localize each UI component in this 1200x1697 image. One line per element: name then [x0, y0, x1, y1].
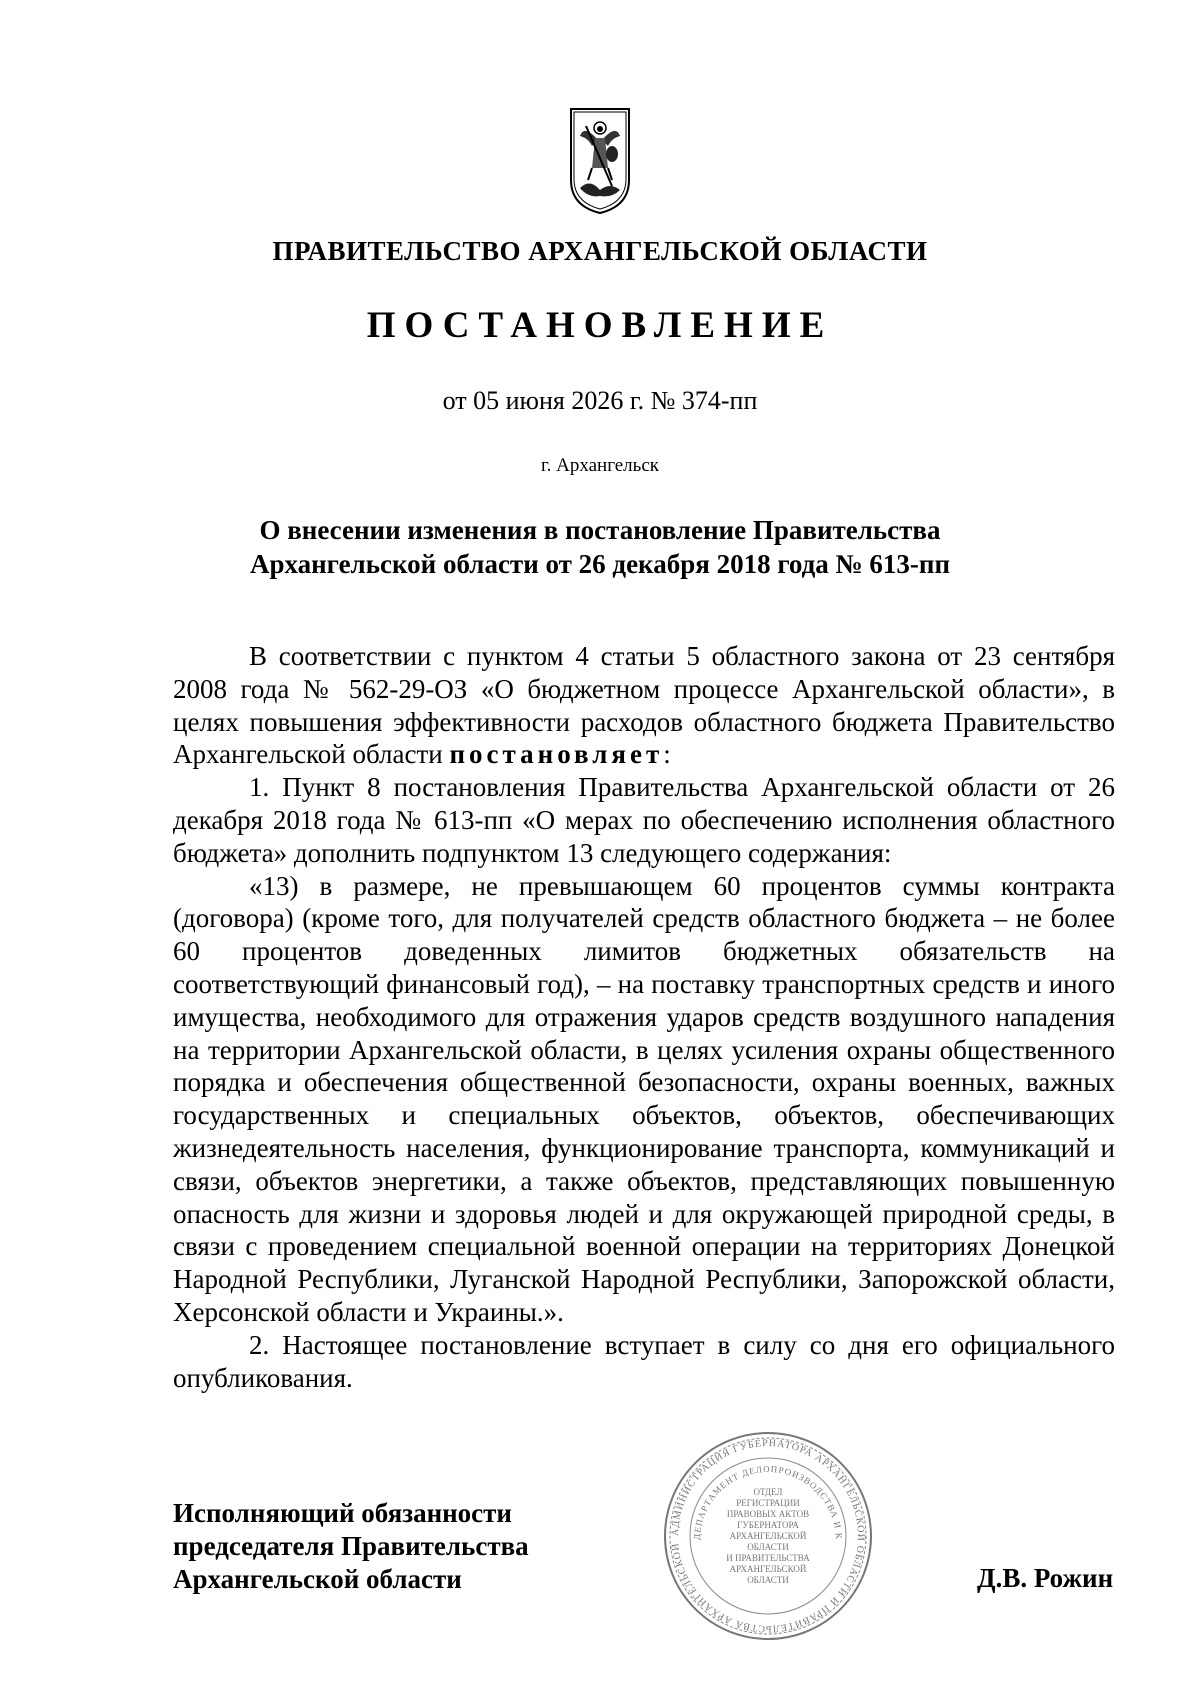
decree-word: постановляет: [449, 739, 664, 770]
point-1-subpoint-13: «13) в размере, не превышающем 60 процентов суммы контракта (договора) (кроме того, для получателей средств областного бюджета – не более 60 процентов доведенных лимитов бюджетных обязательств на соответствующий финансовый год), – на поставку транспортных средств и иного имущества, необходимого для отражения ударов средств воздушного нападения на территории Архангельской области, в целях усиления охраны общественного порядка и обеспечения общественной безопасности, охраны военных, важных государственных и специальных объектов, объектов, обеспечивающих жизнедеятельность населения, функционирование транспорта, коммуникаций и связи, объектов энергетики, а также объектов, представляющих повышенную опасность для жизни и здоровья людей и для окружающей природной среды, в связи с проведением специальной военной операции на территориях Донецкой Народной Республики, Луганской Народной Республики, Запорожской области, Херсонской области и Украины.».: [173, 870, 1115, 1327]
signatory-name: Д.В. Рожин: [977, 1563, 1114, 1593]
round-seal-icon: [662, 1430, 874, 1642]
svg-text:ОБЛАСТИ: ОБЛАСТИ: [747, 1542, 789, 1552]
subject-line-1: О внесении изменения в постановление Правительства: [259, 515, 941, 545]
svg-text:И ПРАВИТЕЛЬСТВА: И ПРАВИТЕЛЬСТВА: [726, 1553, 810, 1563]
point-1: 1. Пункт 8 постановления Правительства Архангельской области от 26 декабря 2018 года № 613-пп «О мерах по обеспечению исполнения областного бюджета» дополнить подпунктом 13 следующего содержания:: [173, 772, 1115, 868]
organization-title: ПРАВИТЕЛЬСТВО АРХАНГЕЛЬСКОЙ ОБЛАСТИ: [272, 236, 928, 266]
svg-text:ГУБЕРНАТОРА: ГУБЕРНАТОРА: [737, 1520, 799, 1530]
document-body: [173, 640, 1115, 1394]
svg-text:АРХАНГЕЛЬСКОЙ: АРХАНГЕЛЬСКОЙ: [729, 1564, 807, 1574]
date-and-number: от 05 июня 2026 г. № 374-пп: [442, 386, 758, 415]
svg-text:АРХАНГЕЛЬСКОЙ: АРХАНГЕЛЬСКОЙ: [729, 1531, 807, 1541]
signatory-position-line-3: Архангельской области: [173, 1564, 462, 1594]
svg-text:ДЕПАРТАМЕНТ ДЕЛОПРОИЗВОДСТВА И: ДЕПАРТАМЕНТ ДЕЛОПРОИЗВОДСТВА И К: [691, 1463, 845, 1541]
signatory-position: [173, 1497, 529, 1596]
seal-graphic: [662, 1430, 874, 1642]
signatory-position-line-1: Исполняющий обязанности: [173, 1498, 512, 1528]
preamble-paragraph: [173, 640, 1115, 771]
document-type: ПОСТАНОВЛЕНИЕ: [366, 305, 834, 346]
preamble-text: В соответствии с пунктом 4 статьи 5 областного закона от 23 сентября 2008 года № 562-29-ОЗ «О бюджетном процессе Архангельской области», в целях повышения эффективности расходов областного бюджета Правительство Архангельской области: [173, 641, 1115, 770]
coat-of-arms-icon: [568, 106, 632, 216]
svg-text:АДМИНИСТРАЦИЯ ГУБЕРНАТОРА АРХА: АДМИНИСТРАЦИЯ ГУБЕРНАТОРА АРХАНГЕЛЬСКОЙ ОБЛАСТИ И ПРАВИТЕЛЬСТВА АРХАНГЕЛЬСКОЙ: [669, 1437, 867, 1635]
subject-line-2: Архангельской области от 26 декабря 2018 года № 613-пп: [249, 549, 951, 579]
svg-text:ПРАВОВЫХ АКТОВ: ПРАВОВЫХ АКТОВ: [726, 1509, 810, 1519]
svg-text:РЕГИСТРАЦИИ: РЕГИСТРАЦИИ: [736, 1498, 800, 1508]
preamble-colon: :: [663, 739, 671, 770]
document-subject: [0, 513, 1200, 581]
svg-text:ОБЛАСТИ: ОБЛАСТИ: [747, 1575, 789, 1585]
point-2: 2. Настоящее постановление вступает в силу со дня его официального опубликования.: [173, 1329, 1115, 1393]
svg-text:ОТДЕЛ: ОТДЕЛ: [753, 1487, 783, 1497]
signatory-position-line-2: председателя Правительства: [173, 1531, 529, 1561]
city: г. Архангельск: [540, 455, 659, 476]
